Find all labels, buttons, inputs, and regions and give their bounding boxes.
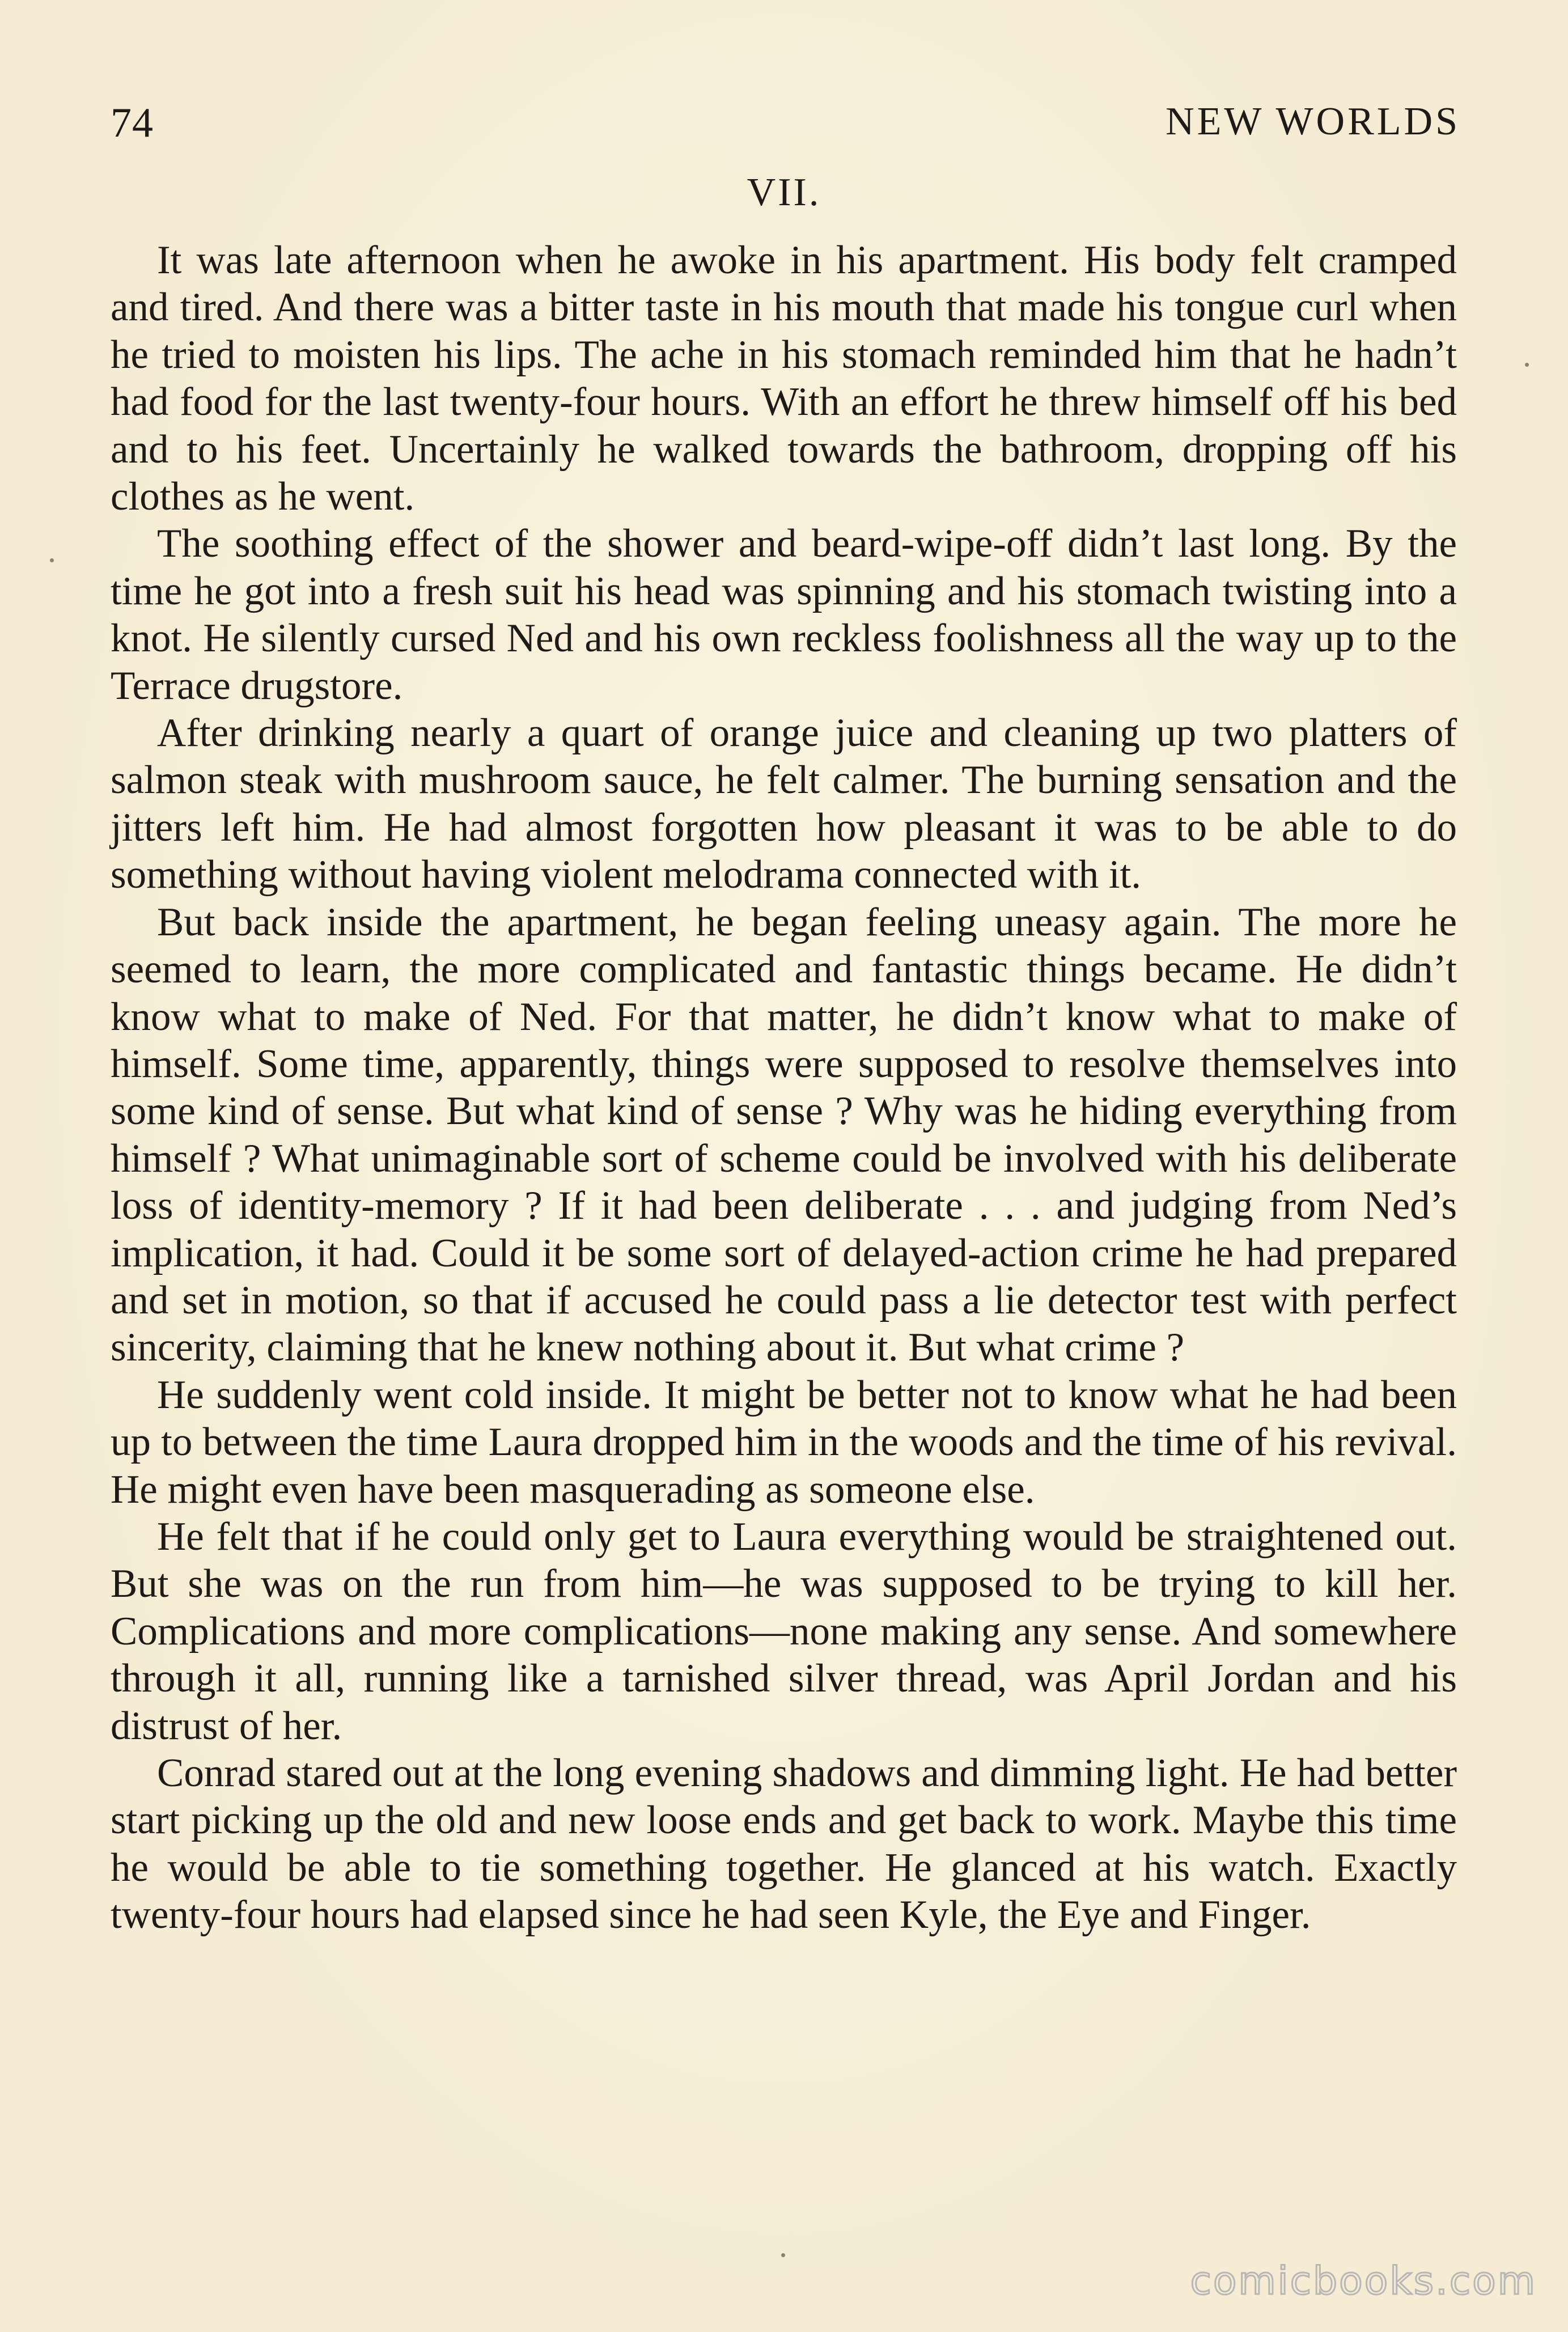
page-header bbox=[111, 99, 1460, 150]
paragraph: But back inside the apartment, he began feeling uneasy again. The more he seemed to learn, the more complicated and fantastic things became. He didn’t know what to make of Ned. For that matter, he didn’t know what to make of himself. Some time, apparently, things were supposed to resolve themselves into some kind of sense. But what kind of sense ? Why was he hiding everything from himself ? What unimaginable sort of scheme could be involved with his deliberate loss of identity-memory ? If it had been deliberate . . . and judging from Ned’s implication, it had. Could it be some sort of delayed-action crime he had prepared and set in motion, so that if accused he could pass a lie detector test with perfect sincerity, claiming that he knew nothing about it. But what crime ? bbox=[111, 900, 1457, 1370]
paper-speck bbox=[1525, 363, 1529, 367]
watermark-logo: comicbooks.com bbox=[1190, 2259, 1537, 2304]
running-head: NEW WORLDS bbox=[1166, 100, 1460, 143]
body-text bbox=[111, 237, 1457, 1939]
paragraph: He felt that if he could only get to Laura everything would be straightened out. But she was on the run from him—he was supposed to be trying to kill her. Complications and more complications—none making any sense. And somewhere through it all, running like a tarnished silver thread, was April Jordan and his distrust of her. bbox=[111, 1514, 1457, 1748]
paragraph: Conrad stared out at the long evening shadows and dimming light. He had better start picking up the old and new loose ends and get back to work. Maybe this time he would be able to tie something together. He glanced at his watch. Exactly twenty-four hours had elapsed since he had seen Kyle, the Eye and Finger. bbox=[111, 1751, 1457, 1937]
paragraph: The soothing effect of the shower and beard-wipe-off didn’t last long. By the time he got into a fresh suit his head was spinning and his stomach twisting into a knot. He silently cursed Ned and his own reckless foolishness all the way up to the Terrace drugstore. bbox=[111, 521, 1457, 708]
chapter-heading: VII. bbox=[747, 171, 821, 214]
paragraph: It was late afternoon when he awoke in his apartment. His body felt cramped and tired. And there was a bitter taste in his mouth that made his tongue curl when he tried to moisten his lips. The ache in his stomach reminded him that he hadn’t had food for the last twenty-four hours. With an effort he threw himself off his bed and to his feet. Uncertainly he walked towards the bathroom, dropping off his clothes as he went. bbox=[111, 238, 1457, 519]
paragraph: After drinking nearly a quart of orange juice and cleaning up two platters of salmon steak with mushroom sauce, he felt calmer. The burning sensation and the jitters left him. He had almost forgotten how pleasant it was to be able to do something without having violent melodrama connected with it. bbox=[111, 711, 1457, 897]
page-number: 74 bbox=[111, 100, 154, 146]
paper-speck bbox=[50, 558, 54, 562]
paper-speck bbox=[781, 2253, 785, 2257]
paragraph: He suddenly went cold inside. It might be better not to know what he had been up to between the time Laura dropped him in the woods and the time of his revival. He might even have been masquerading as someone else. bbox=[111, 1372, 1457, 1512]
